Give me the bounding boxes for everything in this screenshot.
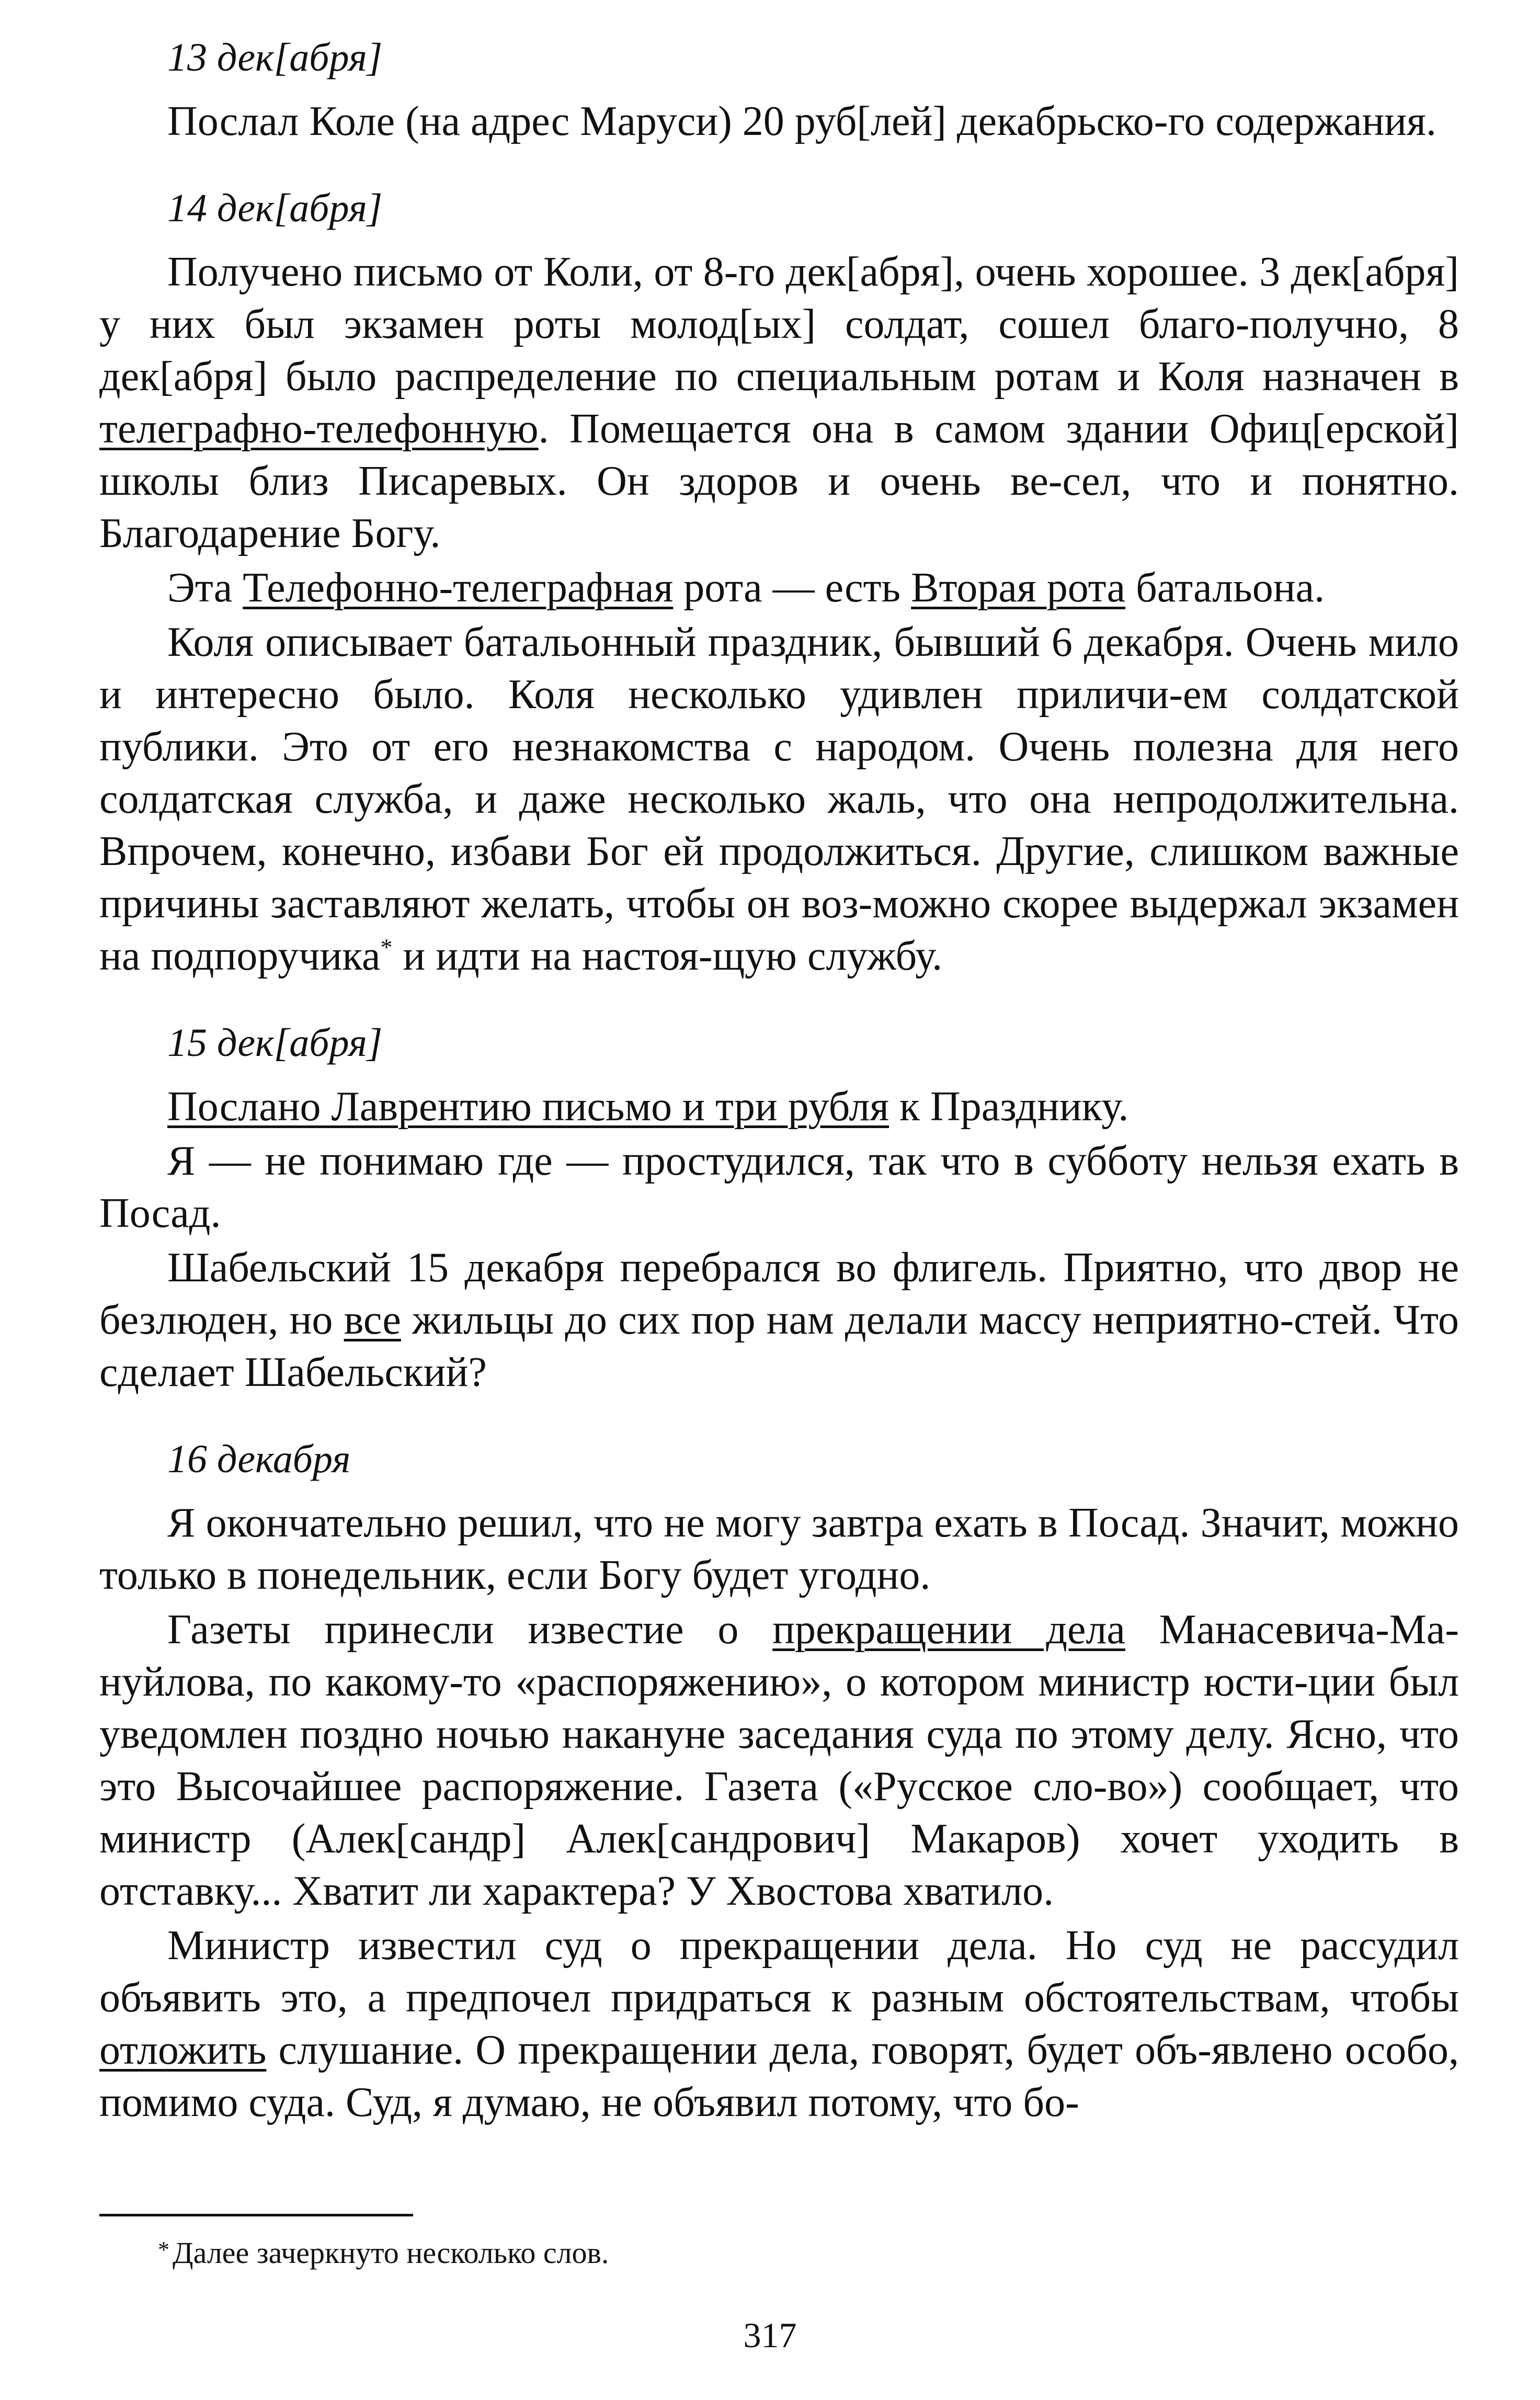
underlined-text: все (344, 1297, 401, 1343)
entry-date: 16 декабря (167, 1437, 351, 1481)
footnote-divider (99, 2214, 413, 2216)
entry-date: 14 дек[абря] (167, 186, 383, 230)
paragraph: Газеты принесли известие о прекращении дела Манасевича-Ма-нуйлова, по какому-то «распоряжению», о котором министр юсти-ции был уведомлен поздно ночью накануне заседания суда по этому делу. Ясно, что это Высочайшее распоряжение. Газета («Русское сло-во») сообщает, что министр (Алек[сандр] Алек[сандрович] Макаров) хочет уходить в отставку... Хватит ли характера? У Хвостова хватило. (99, 1607, 1459, 1914)
paragraph: Послано Лаврентию письмо и три рубля к Празднику. (167, 1084, 1129, 1130)
paragraph: Эта Телефонно-телеграфная рота — есть Вторая рота батальона. (167, 565, 1325, 611)
paragraph: Я окончательно решил, что не могу завтра ехать в Посад. Значит, можно только в понедельник, если Богу будет угодно. (99, 1500, 1459, 1598)
paragraph: Я — не понимаю где — простудился, так что в субботу нельзя ехать в Посад. (99, 1138, 1459, 1236)
underlined-text: Телефонно-телеграфная (243, 565, 674, 611)
paragraph: Шабельский 15 декабря перебрался во флигель. Приятно, что двор не безлюден, но все жильцы до сих пор нам делали массу неприятно-стей. Что сделает Шабельский? (99, 1245, 1459, 1395)
underlined-text: Вторая рота (911, 565, 1126, 611)
paragraph: Коля описывает батальонный праздник, бывший 6 декабря. Очень мило и интересно было. Коля несколько удивлен приличи-ем солдатской публики. Это от его незнакомства с народом. Очень полезна для него солдатская служба, и даже несколько жаль, что она непродолжительна. Впрочем, конечно, избави Бог ей продолжиться. Другие, слишком важные причины заставляют желать, чтобы он воз-можно скорее выдержал экзамен на подпоручика* и идти на настоя-щую службу. (99, 619, 1459, 979)
footnote-marker: * (158, 2237, 169, 2262)
paragraph: Министр известил суд о прекращении дела. Но суд не рассудил объявить это, а предпочел придраться к разным обстоятельствам, чтобы отложить слушание. О прекращении дела, говорят, будет объ-явлено особо, помимо суда. Суд, я думаю, не объявил потому, что бо- (99, 1923, 1459, 2125)
paragraph: Получено письмо от Коли, от 8-го дек[абря], очень хорошее. 3 дек[абря] у них был экзамен роты молод[ых] солдат, сошел благо-получно, 8 дек[абря] было распределение по специальным ротам и Коля назначен в телеграфно-телефонную. Помещается она в самом здании Офиц[ерской] школы близ Писаревых. Он здоров и очень ве-сел, что и понятно. Благодарение Богу. (99, 249, 1459, 556)
footnote-text: Далее зачеркнуто несколько слов. (173, 2236, 609, 2270)
underlined-text: Послано Лаврентию письмо и три рубля (167, 1084, 889, 1130)
page-body (99, 31, 1459, 2163)
entry-date: 15 дек[абря] (167, 1021, 383, 1065)
underlined-text: телеграфно-телефонную (99, 406, 539, 452)
footnote-marker: * (380, 934, 393, 961)
paragraph: Послал Коле (на адрес Маруси) 20 руб[лей] декабрьско-го содержания. (167, 98, 1436, 144)
underlined-text: прекращении дела (772, 1607, 1125, 1653)
page-number: 317 (743, 2315, 797, 2355)
diary-entry-13-dec (99, 31, 1459, 147)
diary-entry-15-dec (99, 1017, 1459, 1398)
underlined-text: отложить (99, 2027, 267, 2073)
entry-date: 13 дек[абря] (167, 36, 383, 79)
diary-entry-14-dec (99, 182, 1459, 982)
footnote (158, 2232, 1428, 2274)
diary-entry-16-dec (99, 1433, 1459, 2129)
